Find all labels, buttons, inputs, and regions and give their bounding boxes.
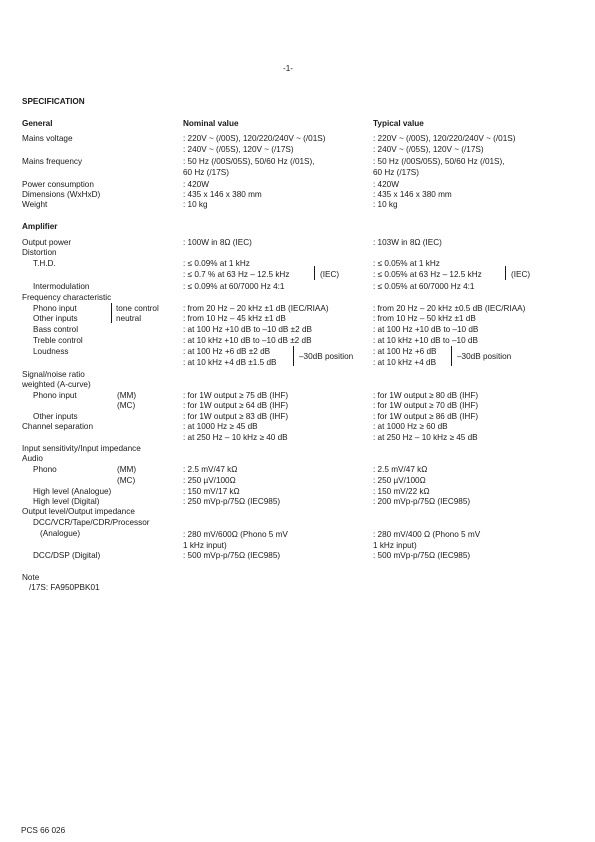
nominal-loudness-tag: –30dB position (299, 352, 354, 361)
typical-output-analogue-2: 1 kHz input) (373, 541, 417, 550)
nominal-high-level-analogue: : 150 mV/17 kΩ (183, 487, 240, 496)
bracket-divider (293, 346, 294, 366)
label-distortion: Distortion (22, 248, 57, 257)
typical-mains-frequency-2: 60 Hz (/17S) (373, 168, 419, 177)
typical-high-level-digital: : 200 mVp-p/75Ω (IEC985) (373, 497, 471, 506)
page-number: -1- (283, 64, 294, 73)
page-title: SPECIFICATION (22, 97, 85, 106)
typical-loudness-1: : at 100 Hz +6 dB (373, 347, 437, 356)
nominal-output-power: : 100W in 8Ω (IEC) (183, 238, 252, 247)
nominal-channel-separation-1: : at 1000 Hz ≥ 45 dB (183, 422, 258, 431)
nominal-weight: : 10 kg (183, 200, 208, 209)
label-audio: Audio (22, 454, 43, 463)
label-loudness: Loudness (33, 347, 69, 356)
label-output-level: Output level/Output impedance (22, 507, 135, 516)
label-output-sources: DCC/VCR/Tape/CDR/Processor (33, 518, 150, 527)
label-bass-control: Bass control (33, 325, 79, 334)
label-weight: Weight (22, 200, 48, 209)
typical-bass-control: : at 100 Hz +10 dB to –10 dB (373, 325, 479, 334)
typical-thd-1: : ≤ 0.05% at 1 kHz (373, 259, 440, 268)
label-phono: Phono (33, 465, 57, 474)
nominal-output-digital: : 500 mVp-p/75Ω (IEC985) (183, 551, 281, 560)
typical-mains-frequency-1: : 50 Hz (/00S/05S), 50/60 Hz (/01S), (373, 157, 505, 166)
nominal-bass-control: : at 100 Hz +10 dB to –10 dB ±2 dB (183, 325, 312, 334)
label-output-analogue: (Analogue) (40, 529, 81, 538)
typical-phono-mm: : 2.5 mV/47 kΩ (373, 465, 428, 474)
bracket-divider (314, 266, 315, 280)
label-phono-mc: (MC) (117, 476, 136, 485)
typical-treble-control: : at 10 kHz +10 dB to –10 dB (373, 336, 478, 345)
note-text: /17S: FA950PBK01 (29, 583, 100, 592)
nominal-channel-separation-2: : at 250 Hz – 10 kHz ≥ 40 dB (183, 433, 288, 442)
note-neutral: neutral (116, 314, 142, 323)
nominal-phono-mc: : 250 µV/100Ω (183, 476, 236, 485)
label-channel-separation: Channel separation (22, 422, 94, 431)
nominal-high-level-digital: : 250 mVp-p/75Ω (IEC985) (183, 497, 281, 506)
bracket-divider (111, 303, 112, 323)
label-dimensions: Dimensions (WxHxD) (22, 190, 101, 199)
nominal-snr-mm: : for 1W output ≥ 75 dB (IHF) (183, 391, 289, 400)
nominal-thd-2: : ≤ 0.7 % at 63 Hz – 12.5 kHz (183, 270, 290, 279)
nominal-loudness-1: : at 100 Hz +6 dB ±2 dB (183, 347, 271, 356)
label-snr-1: Signal/noise ratio (22, 370, 85, 379)
typical-weight: : 10 kg (373, 200, 398, 209)
nominal-phono-input: : from 20 Hz – 20 kHz ±1 dB (IEC/RIAA) (183, 304, 329, 313)
nominal-snr-other: : for 1W output ≥ 83 dB (IHF) (183, 412, 289, 421)
note-tone-control: tone control (116, 304, 159, 313)
label-snr-phono: Phono input (33, 391, 77, 400)
typical-phono-mc: : 250 µV/100Ω (373, 476, 426, 485)
label-output-digital: DCC/DSP (Digital) (33, 551, 101, 560)
nominal-dimensions: : 435 x 146 x 380 mm (183, 190, 262, 199)
typical-dimensions: : 435 x 146 x 380 mm (373, 190, 452, 199)
label-phono-input: Phono input (33, 304, 77, 313)
label-snr-mm: (MM) (117, 391, 137, 400)
footer-code: PCS 66 026 (21, 826, 66, 835)
typical-mains-voltage-2: : 240V ~ (/05S), 120V ~ (/17S) (373, 145, 484, 154)
label-mains-voltage: Mains voltage (22, 134, 73, 143)
nominal-thd-tag: (IEC) (320, 270, 340, 279)
heading-amplifier: Amplifier (22, 222, 58, 231)
nominal-mains-frequency-2: 60 Hz (/17S) (183, 168, 229, 177)
label-high-level-analogue: High level (Analogue) (33, 487, 112, 496)
nominal-output-analogue-1: : 280 mV/600Ω (Phono 5 mV (183, 530, 288, 539)
nominal-mains-voltage-1: : 220V ~ (/00S), 120/220/240V ~ (/01S) (183, 134, 326, 143)
typical-channel-separation-1: : at 1000 Hz ≥ 60 dB (373, 422, 448, 431)
typical-loudness-tag: –30dB position (457, 352, 512, 361)
label-snr-mc: (MC) (117, 401, 136, 410)
typical-other-inputs: : from 10 Hz – 50 kHz ±1 dB (373, 314, 476, 323)
label-frequency-characteristic: Frequency characteristic (22, 293, 112, 302)
nominal-snr-mc: : for 1W output ≥ 64 dB (IHF) (183, 401, 289, 410)
nominal-treble-control: : at 10 kHz +10 dB to –10 dB ±2 dB (183, 336, 312, 345)
nominal-output-analogue-2: 1 kHz input) (183, 541, 227, 550)
header-nominal: Nominal value (183, 119, 239, 128)
header-general: General (22, 119, 53, 128)
typical-intermodulation: : ≤ 0.05% at 60/7000 Hz 4:1 (373, 282, 475, 291)
typical-channel-separation-2: : at 250 Hz – 10 kHz ≥ 45 dB (373, 433, 478, 442)
label-high-level-digital: High level (Digital) (33, 497, 100, 506)
header-typical: Typical value (373, 119, 424, 128)
typical-thd-2: : ≤ 0.05% at 63 Hz – 12.5 kHz (373, 270, 482, 279)
nominal-phono-mm: : 2.5 mV/47 kΩ (183, 465, 238, 474)
typical-snr-mc: : for 1W output ≥ 70 dB (IHF) (373, 401, 479, 410)
typical-snr-mm: : for 1W output ≥ 80 dB (IHF) (373, 391, 479, 400)
typical-phono-input: : from 20 Hz – 20 kHz ±0.5 dB (IEC/RIAA) (373, 304, 526, 313)
nominal-mains-frequency-1: : 50 Hz (/00S/05S), 50/60 Hz (/01S), (183, 157, 315, 166)
nominal-thd-1: : ≤ 0.09% at 1 kHz (183, 259, 250, 268)
typical-output-analogue-1: : 280 mV/400 Ω (Phono 5 mV (373, 530, 481, 539)
label-thd: T.H.D. (33, 259, 56, 268)
label-snr-other: Other inputs (33, 412, 78, 421)
label-input-sensitivity: Input sensitivity/Input impedance (22, 444, 141, 453)
nominal-mains-voltage-2: : 240V ~ (/05S), 120V ~ (/17S) (183, 145, 294, 154)
nominal-loudness-2: : at 10 kHz +4 dB ±1.5 dB (183, 358, 277, 367)
nominal-intermodulation: : ≤ 0.09% at 60/7000 Hz 4:1 (183, 282, 285, 291)
nominal-other-inputs: : from 10 Hz – 45 kHz ±1 dB (183, 314, 286, 323)
label-snr-2: weighted (A-curve) (22, 380, 91, 389)
label-phono-mm: (MM) (117, 465, 137, 474)
typical-high-level-analogue: : 150 mV/22 kΩ (373, 487, 430, 496)
label-mains-frequency: Mains frequency (22, 157, 83, 166)
bracket-divider (451, 346, 452, 366)
label-treble-control: Treble control (33, 336, 83, 345)
nominal-power-consumption: : 420W (183, 180, 209, 189)
typical-mains-voltage-1: : 220V ~ (/00S), 120/220/240V ~ (/01S) (373, 134, 516, 143)
label-output-power: Output power (22, 238, 72, 247)
label-other-inputs: Other inputs (33, 314, 78, 323)
typical-loudness-2: : at 10 kHz +4 dB (373, 358, 437, 367)
typical-output-digital: : 500 mVp-p/75Ω (IEC985) (373, 551, 471, 560)
label-intermodulation: Intermodulation (33, 282, 90, 291)
typical-snr-other: : for 1W output ≥ 86 dB (IHF) (373, 412, 479, 421)
note-heading: Note (22, 573, 40, 582)
typical-power-consumption: : 420W (373, 180, 399, 189)
label-power-consumption: Power consumption (22, 180, 94, 189)
typical-output-power: : 103W in 8Ω (IEC) (373, 238, 442, 247)
bracket-divider (505, 266, 506, 280)
typical-thd-tag: (IEC) (511, 270, 531, 279)
